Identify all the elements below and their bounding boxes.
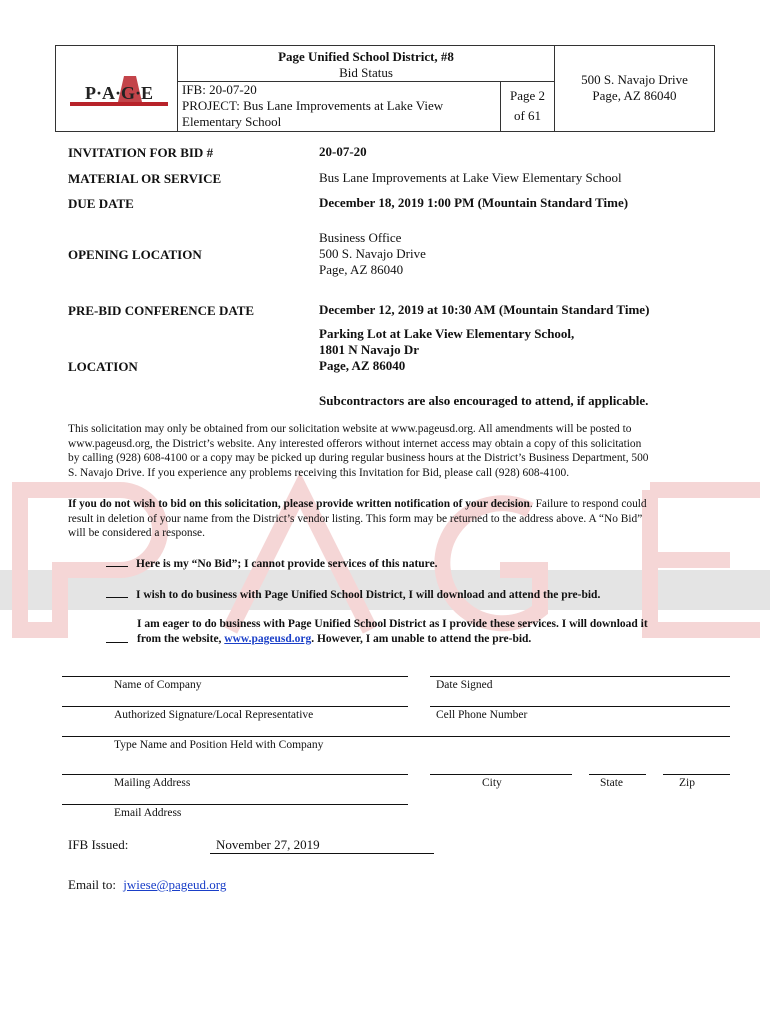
invitation-label: INVITATION FOR BID # [68,145,214,160]
paragraph2-line2: result in deletion of your name from the District’s vendor listing. This form may be returned to the address above. A “No Bid” [68,512,643,525]
state-label: State [600,777,623,789]
location-line-2: 1801 N Navajo Dr [319,342,420,357]
type-name-label: Type Name and Position Held with Company [114,739,324,751]
city-line[interactable] [430,774,572,775]
district-logo [64,72,174,112]
option-attend[interactable] [106,588,600,603]
solicitation-paragraph [68,422,716,480]
cell-line[interactable] [430,706,730,707]
address-line-2: Page, AZ 86040 [592,88,677,103]
page-number-cell [500,82,554,131]
option-eager-line1: I am eager to do business with Page Unified School District as I provide these services. I will download it [137,618,648,630]
prebid-value: December 12, 2019 at 10:30 AM (Mountain Standard Time) [319,302,650,317]
paragraph2-line1 [68,497,716,512]
ifb-number: IFB: 20-07-20 [182,82,257,97]
opening-location-value [319,230,426,278]
option-eager-suffix: . However, I am unable to attend the pre-bid. [311,633,532,645]
zip-label: Zip [679,777,695,789]
ifb-issued-date: November 27, 2019 [210,837,434,854]
option-attend-label: I wish to do business with Page Unified School District, I will download and attend the pre-bid. [136,589,601,601]
prebid-label: PRE-BID CONFERENCE DATE [68,303,255,318]
material-label: MATERIAL OR SERVICE [68,171,222,186]
due-date-value: December 18, 2019 1:00 PM (Mountain Standard Time) [319,195,629,210]
opening-line-3: Page, AZ 86040 [319,262,404,277]
company-line[interactable] [62,676,408,677]
paragraph1-line3: by calling (928) 608-4100 or a copy may be picked up during regular business hours at the District’s Business Department, 500 [68,452,649,464]
email-address-label: Email Address [114,807,182,819]
checkbox-blank[interactable] [106,597,128,598]
cell-phone-label: Cell Phone Number [436,709,528,721]
due-date-label: DUE DATE [68,196,134,211]
option-eager-prefix: from the website, [137,633,225,645]
paragraph1-line1: This solicitation may only be obtained from our solicitation website at www.pageusd.org. All amendments will be posted to [68,423,632,435]
address-line-1: 500 S. Navajo Drive [581,72,688,87]
date-signed-label: Date Signed [436,679,493,691]
checkbox-blank[interactable] [106,642,128,643]
location-value [319,326,574,374]
page-number: Page 2 [509,88,546,103]
pageusd-link[interactable]: www.pageusd.org [224,633,312,645]
paragraph2-bold: If you do not wish to bid on this solicitation, please provide written notification of your decision [68,498,530,510]
option-eager-blank[interactable] [106,633,136,648]
type-name-line[interactable] [62,736,730,737]
opening-location-label: OPENING LOCATION [68,247,202,262]
option-no-bid[interactable] [106,557,438,572]
address-cell [554,46,714,131]
opening-line-2: 500 S. Navajo Drive [319,246,426,261]
invitation-value: 20-07-20 [319,144,367,159]
ifb-cell [178,82,500,131]
page-total: of 61 [513,108,542,123]
project-line-1: PROJECT: Bus Lane Improvements at Lake View [182,98,444,113]
ifb-issued-label: IFB Issued: [68,837,129,852]
option-no-bid-label: Here is my “No Bid”; I cannot provide services of this nature. [136,558,438,570]
company-label: Name of Company [114,679,202,691]
paragraph1-line4: S. Navajo Drive. If you experience any problems receiving this Invitation for Bid, please call (928) 608-4100. [68,466,570,479]
material-value: Bus Lane Improvements at Lake View Elementary School [319,170,622,185]
no-bid-paragraph [68,497,716,541]
logo-cell [56,46,178,131]
opening-line-1: Business Office [319,230,402,245]
subcontractors-note: Subcontractors are also encouraged to attend, if applicable. [319,393,649,408]
district-name: Page Unified School District, #8 [278,49,454,64]
email-to [68,877,226,893]
state-line[interactable] [589,774,646,775]
svg-text:P·A·G·E: P·A·G·E [84,83,154,103]
project-line-2: Elementary School [182,114,282,129]
city-label: City [482,777,502,789]
date-line[interactable] [430,676,730,677]
checkbox-blank[interactable] [106,566,128,567]
zip-line[interactable] [663,774,730,775]
option-eager-line2 [137,632,648,647]
watermark-logo [0,470,770,640]
email-line[interactable] [62,804,408,805]
email-link[interactable]: jwiese@pageud.org [123,877,227,892]
mailing-address-label: Mailing Address [114,777,191,789]
signature-line[interactable] [62,706,408,707]
location-label: LOCATION [68,359,138,374]
authorized-signature-label: Authorized Signature/Local Representative [114,709,314,721]
paragraph2-line1-rest: . Failure to respond could [529,498,647,510]
email-to-label: Email to: [68,877,117,892]
header-table [55,45,715,132]
location-line-3: Page, AZ 86040 [319,358,406,373]
paragraph2-line3: will be considered a response. [68,527,205,539]
bid-status: Bid Status [339,65,393,80]
title-cell [178,46,554,82]
option-eager[interactable] [137,617,648,647]
location-line-1: Parking Lot at Lake View Elementary School, [319,326,575,341]
paragraph1-line2: www.pageusd.org, the District’s website. Any interested offerors without internet access may obtain a copy of this solicitation [68,437,642,450]
mailing-line[interactable] [62,774,408,775]
